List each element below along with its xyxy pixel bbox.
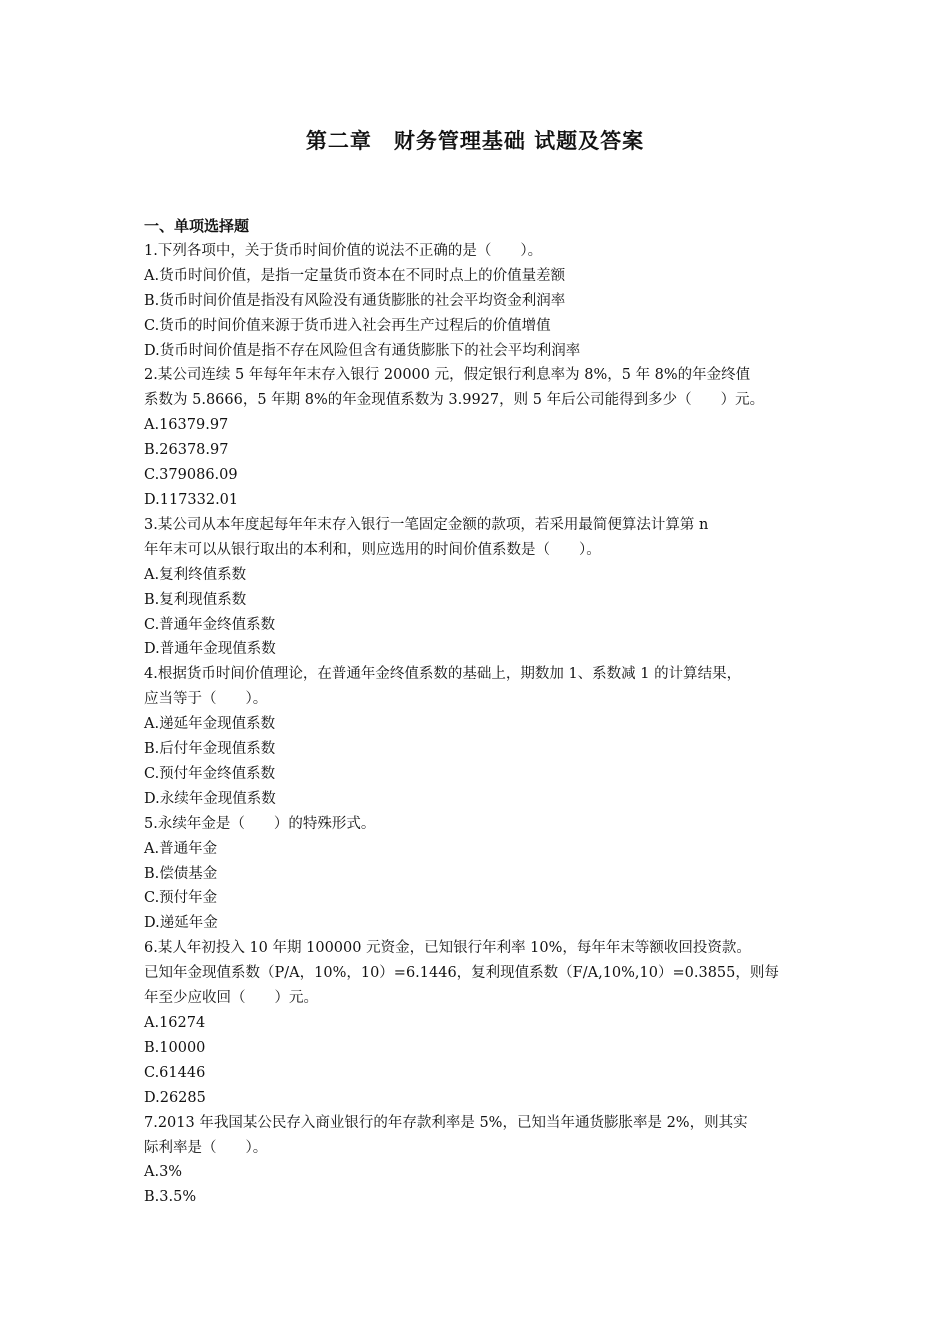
question-item <box>144 363 814 512</box>
question-item <box>144 812 814 937</box>
answer-option: A.货币时间价值，是指一定量货币资本在不同时点上的价值量差额 <box>144 267 566 284</box>
answer-option: C.货币的时间价值来源于货币进入社会再生产过程后的价值增值 <box>144 317 551 334</box>
answer-option: A.递延年金现值系数 <box>144 716 276 733</box>
answer-option: C.379086.09 <box>144 467 238 484</box>
answer-option: D.永续年金现值系数 <box>144 790 276 807</box>
question-stem-line: 3.某公司从本年度起每年年末存入银行一笔固定金额的款项，若采用最简便算法计算第 n <box>144 516 709 533</box>
answer-option: A.16274 <box>144 1015 206 1031</box>
question-stem-line: 际利率是（ ）。 <box>144 1139 268 1156</box>
answer-option: B.偿债基金 <box>144 865 218 882</box>
question-item <box>144 936 814 1110</box>
question-list <box>144 214 814 1210</box>
question-stem-line: 应当等于（ ）。 <box>144 691 268 708</box>
answer-option: A.普通年金 <box>144 840 218 857</box>
question-stem-line: 7.2013 年我国某公民存入商业银行的年存款利率是 5%，已知当年通货膨胀率是 2%，则其实 <box>144 1114 748 1131</box>
answer-option: A.3% <box>144 1164 183 1181</box>
answer-option: B.26378.97 <box>144 442 229 459</box>
question-stem-line: 2.某公司连续 5 年每年年末存入银行 20000 元，假定银行利息率为 8%，5 年 8%的年金终值 <box>144 367 751 384</box>
question-stem-line: 系数为 5.8666，5 年期 8%的年金现值系数为 3.9927，则 5 年后公司能得到多少（ ）元。 <box>144 392 765 409</box>
answer-option: D.递延年金 <box>144 915 218 932</box>
answer-option: B.10000 <box>144 1039 206 1056</box>
answer-option: A.16379.97 <box>144 417 229 434</box>
questions-container <box>144 239 814 1210</box>
answer-option: D.117332.01 <box>144 491 239 508</box>
question-stem-line: 4.根据货币时间价值理论，在普通年金终值系数的基础上，期数加 1、系数减 1 的计算结果， <box>144 666 742 683</box>
question-stem-line: 年年末可以从银行取出的本利和，则应选用的时间价值系数是（ ）。 <box>144 541 601 558</box>
answer-option: C.61446 <box>144 1064 206 1081</box>
question-item <box>144 662 814 811</box>
answer-option: B.后付年金现值系数 <box>144 741 276 758</box>
question-item <box>144 239 814 364</box>
answer-option: C.预付年金 <box>144 890 218 907</box>
answer-option: C.普通年金终值系数 <box>144 616 276 633</box>
answer-option: B.复利现值系数 <box>144 591 247 608</box>
question-stem-line: 6.某人年初投入 10 年期 100000 元资金，已知银行年利率 10%，每年年末等额收回投资款。 <box>144 940 751 957</box>
section-heading: 一、单项选择题 <box>144 217 250 235</box>
answer-option: A.复利终值系数 <box>144 566 247 583</box>
answer-option: B.3.5% <box>144 1189 197 1206</box>
question-stem-line: 已知年金现值系数（P/A，10%，10）=6.1446，复利现值系数（F/A,10%,10）=0.3855，则每 <box>144 965 779 982</box>
question-item <box>144 1111 814 1211</box>
question-stem-line: 年至少应收回（ ）元。 <box>144 990 318 1007</box>
question-stem-line: 5.永续年金是（ ）的特殊形式。 <box>144 815 376 832</box>
page-title: 第二章 财务管理基础 试题及答案 <box>305 129 645 153</box>
answer-option: D.普通年金现值系数 <box>144 641 276 658</box>
question-item <box>144 513 814 662</box>
answer-option: D.26285 <box>144 1089 206 1106</box>
answer-option: C.预付年金终值系数 <box>144 765 276 782</box>
answer-option: D.货币时间价值是指不存在风险但含有通货膨胀下的社会平均利润率 <box>144 342 581 359</box>
answer-option: B.货币时间价值是指没有风险没有通货膨胀的社会平均资金利润率 <box>144 292 566 309</box>
question-stem-line: 1.下列各项中，关于货币时间价值的说法不正确的是（ ）。 <box>144 242 543 259</box>
